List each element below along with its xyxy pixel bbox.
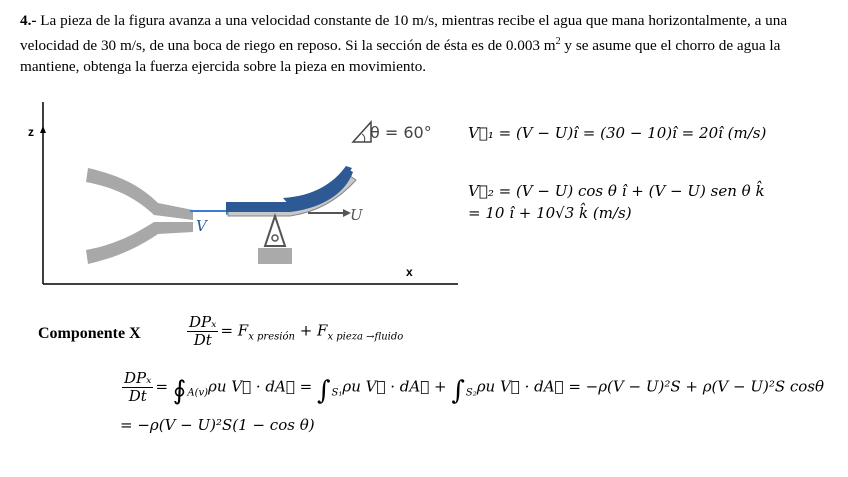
z-axis-arrow-icon	[40, 126, 46, 133]
x-axis-label: x	[406, 265, 413, 279]
compx-num: DPₓ	[189, 313, 217, 331]
compx-plus: + F	[294, 321, 328, 340]
angle-icon	[353, 122, 371, 142]
problem-text-sup: 2	[555, 36, 561, 47]
nozzle-upper	[86, 168, 193, 220]
momentum-term-2: ρu V⃗ · dA⃗	[342, 377, 430, 396]
momentum-den: Dt	[128, 387, 147, 405]
compx-den: Dt	[193, 331, 212, 349]
problem-text-1: La pieza de la figura avanza a una velocidad constante de 10 m/s, mientras recibe el agua que mana horizontalmente, a una velocidad de 30 m/s, de una boca de riego en reposo. Si la sección de ésta es de 0.003 m	[20, 12, 788, 55]
momentum-fraction	[122, 370, 153, 405]
integral-icon-1: ∫	[316, 375, 331, 406]
momentum-s2: S₂	[465, 387, 477, 399]
z-axis-label: z	[28, 125, 34, 139]
momentum-eq1: =	[155, 377, 173, 396]
problem-text-2: y se asume que el chorro de agua la mantiene, obtenga la fuerza ejercida sobre la pieza en movimiento.	[20, 37, 781, 76]
support-pin	[272, 235, 278, 241]
momentum-surface: A(v)	[187, 387, 209, 399]
compx-sub2: x pieza →fluido	[327, 331, 404, 343]
angle-arc-icon	[362, 134, 365, 142]
momentum-term-1: ρu V⃗ · dA⃗	[208, 377, 295, 396]
momentum-plus: +	[429, 377, 452, 396]
compx-sub1: x presión	[248, 331, 295, 343]
momentum-s1: S₁	[331, 387, 343, 399]
momentum-eq2: =	[294, 377, 317, 396]
problem-statement	[20, 10, 820, 77]
momentum-line2: = −ρ(V − U)²S(1 − cos θ)	[120, 416, 315, 434]
problem-number: 4.-	[20, 12, 37, 29]
angle-label: θ = 60°	[370, 123, 432, 142]
compx-fraction	[187, 314, 218, 349]
momentum-num: DPₓ	[124, 369, 152, 387]
velocity-v2-line1: V⃗₂ = (V − U) cos θ î + (V − U) sen θ k̂	[468, 182, 765, 200]
velocity-v2-line2: = 10 î + 10√3 k̂ (m/s)	[468, 204, 632, 222]
integral-icon-2: ∫	[451, 375, 465, 406]
compx-rhs: = F	[220, 321, 249, 340]
component-x-label: Componente X	[38, 325, 141, 342]
component-x-equation	[185, 314, 403, 349]
support-base	[258, 248, 292, 264]
momentum-equation	[120, 370, 824, 406]
contour-integral-icon: ∮	[172, 375, 187, 406]
v-label: V	[196, 217, 207, 235]
vane-figure	[28, 98, 468, 288]
u-label: U	[350, 206, 363, 224]
velocity-v1: V⃗₁ = (V − U)î = (30 − 10)î = 20î (m/s)	[468, 124, 767, 142]
momentum-term-3: ρu V⃗ · dA⃗	[476, 377, 564, 396]
momentum-result: = −ρ(V − U)²S + ρ(V − U)²S cosθ	[563, 377, 825, 396]
nozzle-lower	[86, 222, 193, 264]
